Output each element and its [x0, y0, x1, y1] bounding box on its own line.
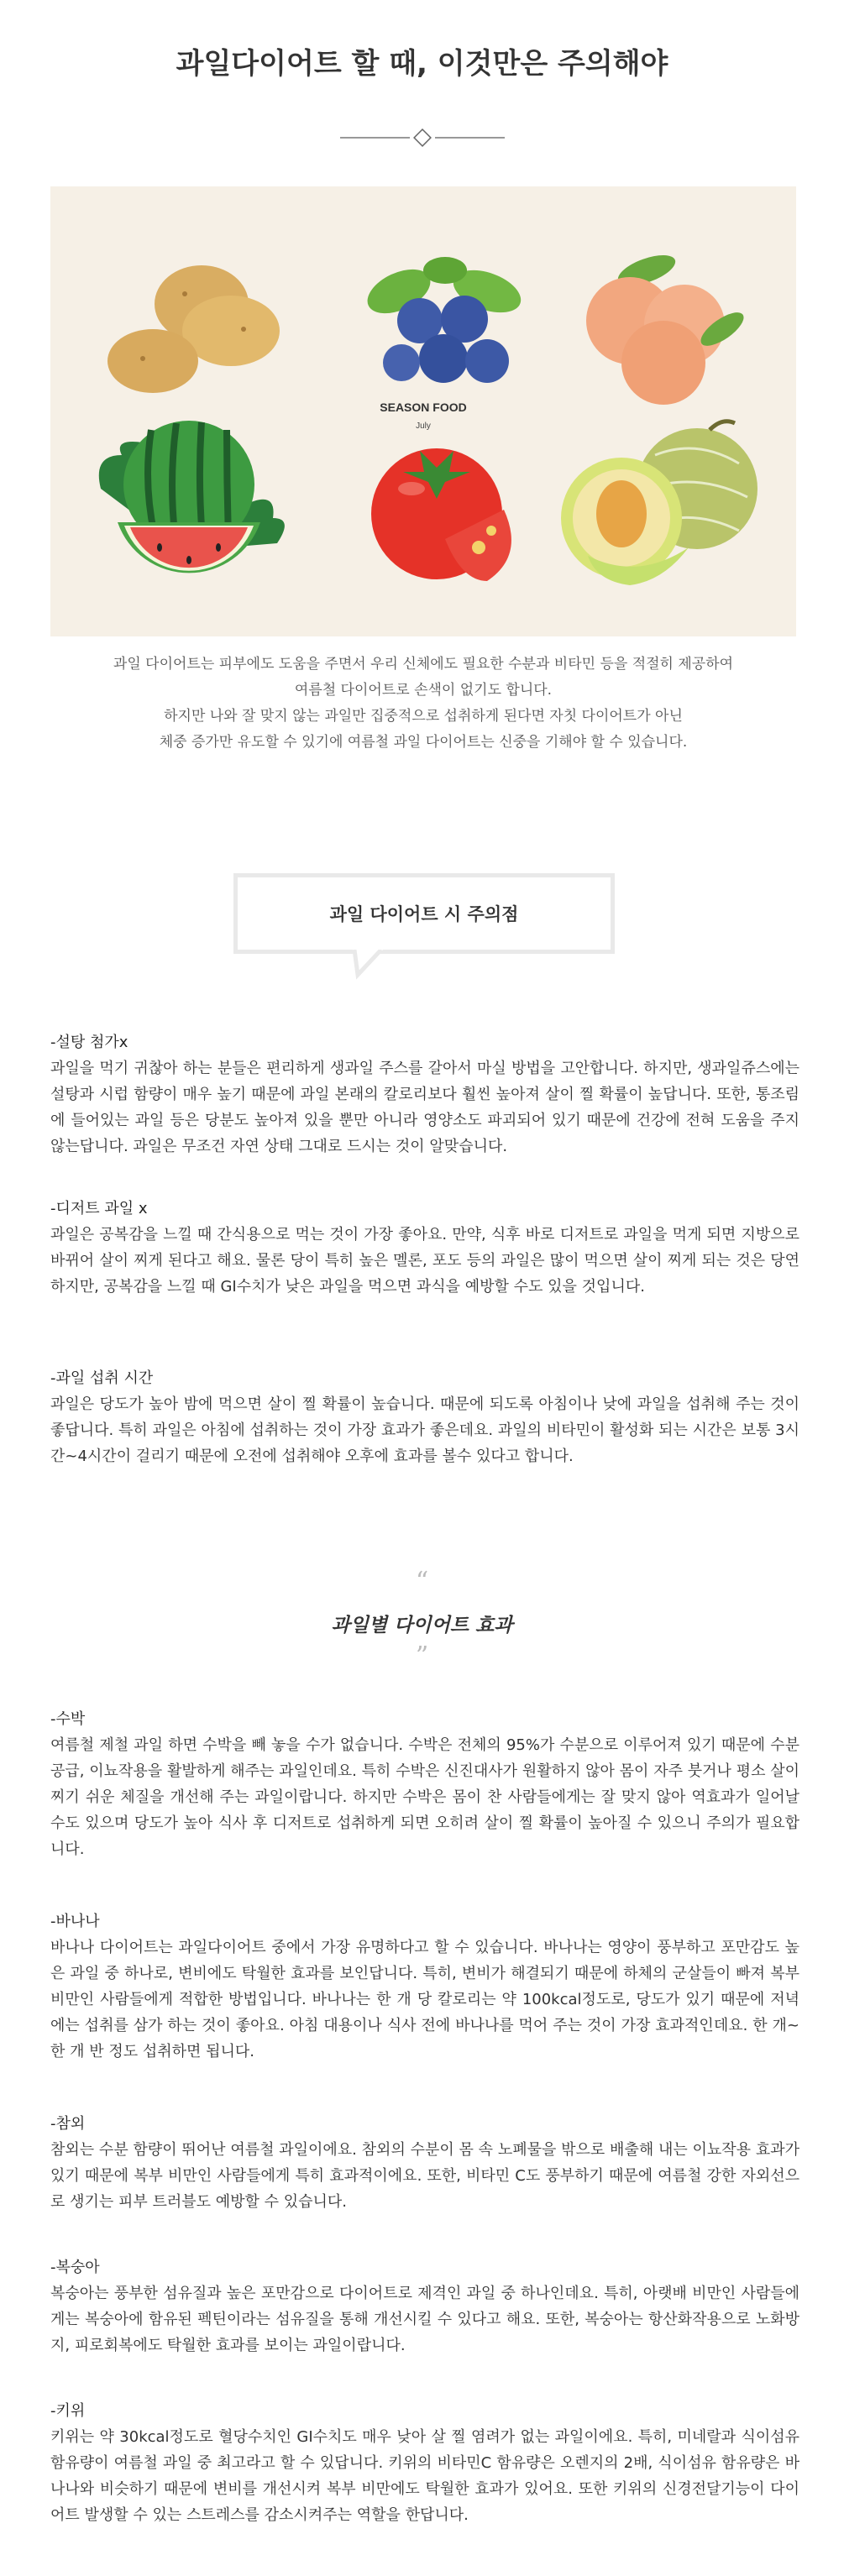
intro-line: 하지만 나와 잘 맞지 않는 과일만 집중적으로 섭취하게 된다면 자칫 다이어트가 아닌 — [164, 708, 683, 725]
season-food-label: SEASON FOOD — [380, 401, 467, 414]
effect-body: 복숭아는 풍부한 섬유질과 높은 포만감으로 다이어트로 제격인 과일 중 하나인데요. 특히, 아랫배 비만인 사람들에게는 복숭아에 함유된 펙틴이라는 섬유질을 통해 개선시킬 수 있다고 해요. 또한, 복숭아는 항산화작용으로 노화방지, 피로회복에도 탁월한 효과를 보이는 과일이랍니다. — [50, 2285, 799, 2354]
effect-heading: -수박 — [50, 1710, 86, 1728]
cautions-title: 과일 다이어트 시 주의점 — [329, 904, 519, 924]
intro-line: 과일 다이어트는 피부에도 도움을 주면서 우리 신체에도 필요한 수분과 비타민 등을 적절히 제공하여 — [113, 656, 734, 673]
page-title: 과일다이어트 할 때, 이것만은 주의해야 — [176, 47, 668, 81]
close-quote-icon: ” — [415, 1641, 429, 1671]
effect-section — [50, 2398, 799, 2528]
caution-body: 과일을 먹기 귀찮아 하는 분들은 편리하게 생과일 주스를 갈아서 마실 방법을 고안합니다. 하지만, 생과일쥬스에는 설탕과 시럽 함량이 매우 높기 때문에 과일 본래의 칼로리보다 훨씬 높아져 살이 찔 확률이 높답니다. 또한, 통조림에 들어있는 과일 등은 당분도 높아져 있을 뿐만 아니라 영양소도 파괴되어 있기 때문에 건강에 전혀 도움을 주지 않는답니다. 과일은 무조건 자연 상태 그대로 드시는 것이 알맞습니다. — [50, 1060, 799, 1155]
caution-body: 과일은 당도가 높아 밤에 먹으면 살이 찔 확률이 높습니다. 때문에 되도록 아침이나 낮에 과일을 섭취해 주는 것이 좋답니다. 특히 과일은 아침에 섭취하는 것이 가장 효과가 좋은데요. 과일의 비타민이 활성화 되는 시간은 보통 3시간~4시간이 걸리기 때문에 오전에 섭취해야 오후에 효과를 볼수 있다고 합니다. — [50, 1395, 799, 1465]
effect-section — [50, 1706, 799, 1862]
caution-section — [50, 1196, 799, 1300]
effect-body: 여름철 제철 과일 하면 수박을 빼 놓을 수가 없습니다. 수박은 전체의 95%가 수분으로 이루어져 있기 때문에 수분공급, 이뇨작용을 활발하게 해주는 과일인데요. 특히 수박은 신진대사가 원활하지 않아 몸이 자주 붓거나 평소 살이 찌기 쉬운 체질을 개선해 주는 과일이랍니다. 하지만 수박은 몸이 찬 사람들에게는 잘 맞지 않아 역효과가 일어날 수도 있으며 당도가 높아 식사 후 디저트로 섭취하게 되면 오히려 살이 찔 확률이 높아질 수 있으니 주의가 필요합니다. — [50, 1736, 799, 1858]
caution-body: 과일은 공복감을 느낄 때 간식용으로 먹는 것이 가장 좋아요. 만약, 식후 바로 디저트로 과일을 먹게 되면 지방으로 바뀌어 살이 찌게 된다고 해요. 물론 당이 특히 높은 멜론, 포도 등의 과일은 많이 먹으면 살이 찌게 되는 것은 당연하지만, 공복감을 느낄 때 GI수치가 낮은 과일을 먹으면 과식을 예방할 수도 있을 것입니다. — [50, 1226, 799, 1296]
speech-bubble-tail — [353, 950, 383, 980]
effect-body: 바나나 다이어트는 과일다이어트 중에서 가장 유명하다고 할 수 있습니다. 바나나는 영양이 풍부하고 포만감도 높은 과일 중 하나로, 변비에도 탁월한 효과를 보인답니다. 특히, 변비가 해결되기 때문에 하체의 군살들이 빠져 복부 비만인 사람들에게 적합한 방법입니다. 바나나는 한 개 당 칼로리는 약 100kcal정도로, 당도가 있기 때문에 저녁에는 섭취를 삼가 하는 것이 좋아요. 아침 대용이나 식사 전에 바나나를 먹어 주는 것이 가장 효과적인데요. 한 개~한 개 반 정도 섭취하면 됩니다. — [50, 1939, 799, 2060]
effect-heading: -참외 — [50, 2115, 86, 2133]
effect-section — [50, 1908, 799, 2065]
intro-line: 체중 증가만 유도할 수 있기에 여름철 과일 다이어트는 신중을 기해야 할 수 있습니다. — [159, 734, 688, 751]
cautions-title-box — [233, 873, 615, 954]
intro-text — [50, 652, 796, 756]
effect-heading: -복숭아 — [50, 2259, 100, 2276]
effects-title: 과일별 다이어트 효과 — [331, 1615, 513, 1636]
intro-line: 여름철 다이어트로 손색이 없기도 합니다. — [294, 682, 553, 699]
open-quote-icon: “ — [415, 1567, 429, 1596]
season-food-sublabel: July — [416, 421, 431, 431]
effect-heading: -바나나 — [50, 1913, 100, 1930]
caution-section — [50, 1029, 799, 1160]
caution-section — [50, 1365, 799, 1469]
season-food-illustration — [50, 186, 796, 636]
caution-heading: -설탕 첨가x — [50, 1034, 128, 1051]
effect-body: 참외는 수분 함량이 뛰어난 여름철 과일이에요. 참외의 수분이 몸 속 노폐물을 밖으로 배출해 내는 이뇨작용 효과가 있기 때문에 복부 비만인 사람들에게 특히 효과적이에요. 또한, 비타민 C도 풍부하기 때문에 여름철 강한 자외선으로 생기는 피부 트러블도 예방할 수 있습니다. — [50, 2141, 799, 2211]
effect-section — [50, 2111, 799, 2215]
effect-body: 키위는 약 30kcal정도로 혈당수치인 GI수치도 매우 낮아 살 찔 염려가 없는 과일이에요. 특히, 미네랄과 식이섬유 함유량이 여름철 과일 중 최고라고 할 수 있답니다. 키위의 비타민C 함유량은 오렌지의 2배, 식이섬유 함유량은 바나나와 비슷하기 때문에 변비를 개선시켜 복부 비만에도 탁월한 효과가 있어요. 또한 키위의 신경전달기능이 다이어트 발생할 수 있는 스트레스를 감소시켜주는 역할을 한답니다. — [50, 2428, 799, 2524]
effect-heading: -키위 — [50, 2402, 86, 2420]
caution-heading: -디저트 과일 x — [50, 1200, 148, 1217]
effect-section — [50, 2254, 799, 2359]
caution-heading: -과일 섭취 시간 — [50, 1369, 154, 1387]
title-divider — [340, 128, 505, 147]
